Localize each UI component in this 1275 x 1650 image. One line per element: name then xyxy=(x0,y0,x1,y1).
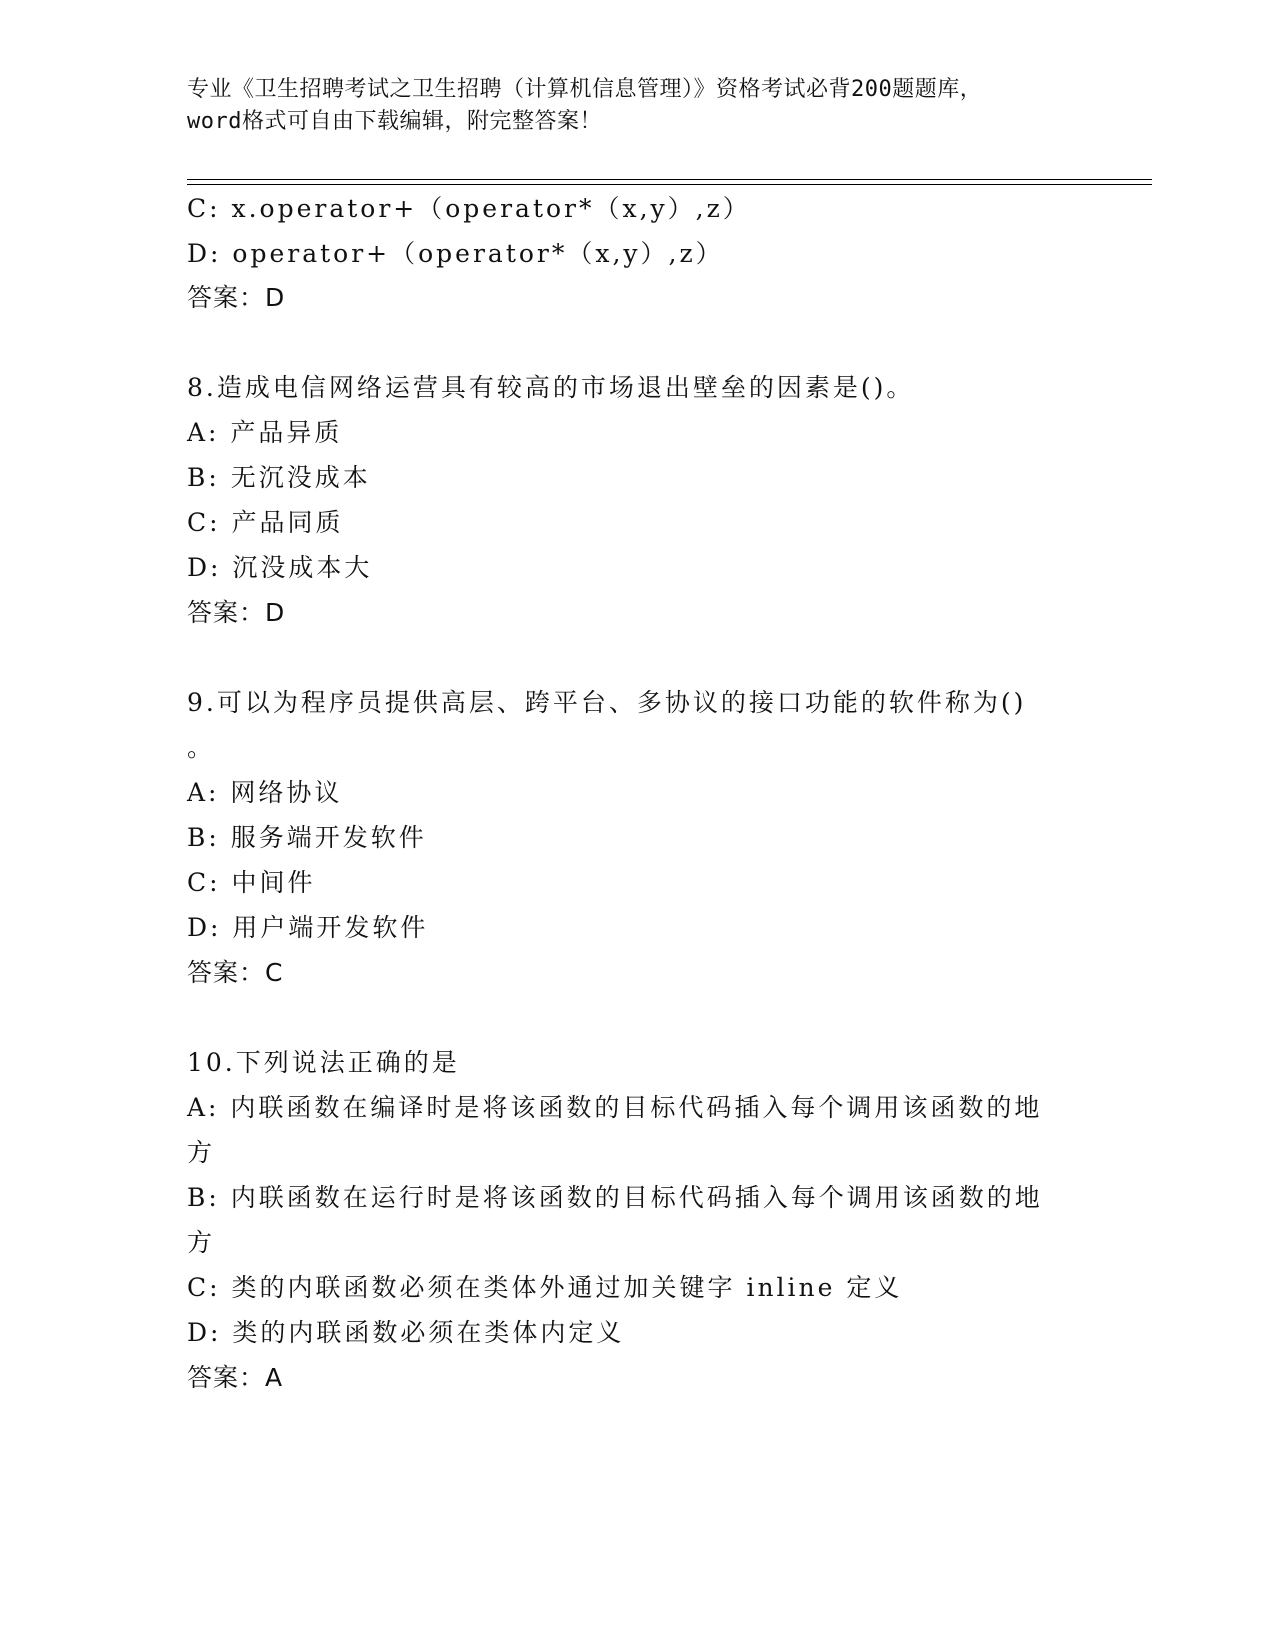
q9-option-d: D: 用户端开发软件 xyxy=(187,913,429,942)
q7-option-d: D: operator+（operator*（x,y）,z） xyxy=(187,239,724,268)
q10-option-a-line-2: 方 xyxy=(187,1138,216,1167)
header-divider-bottom xyxy=(187,184,1152,185)
q10-option-b-line-1: B: 内联函数在运行时是将该函数的目标代码插入每个调用该函数的地 xyxy=(187,1183,1043,1212)
q8-option-a: A: 产品异质 xyxy=(187,418,343,447)
q9-option-b: B: 服务端开发软件 xyxy=(187,823,427,852)
q7-option-c: C: x.operator+（operator*（x,y）,z） xyxy=(187,194,751,223)
q7-answer: 答案：D xyxy=(187,283,286,312)
header-divider-top xyxy=(187,179,1152,180)
q10-option-c: C: 类的内联函数必须在类体外通过加关键字 inline 定义 xyxy=(187,1273,903,1302)
q8-option-c: C: 产品同质 xyxy=(187,508,344,537)
q10-answer: 答案：A xyxy=(187,1363,284,1392)
q10-question: 10.下列说法正确的是 xyxy=(187,1048,460,1077)
header-line-1: 专业《卫生招聘考试之卫生招聘（计算机信息管理）》资格考试必背200题题库， xyxy=(187,77,983,102)
q10-option-a-line-1: A: 内联函数在编译时是将该函数的目标代码插入每个调用该函数的地 xyxy=(187,1093,1043,1122)
header-line-2: word格式可自由下载编辑，附完整答案！ xyxy=(187,109,602,134)
q8-option-b: B: 无沉没成本 xyxy=(187,463,371,492)
q10-option-b-line-2: 方 xyxy=(187,1228,216,1257)
q8-option-d: D: 沉没成本大 xyxy=(187,553,373,582)
q9-question-line-1: 9.可以为程序员提供高层、跨平台、多协议的接口功能的软件称为() xyxy=(187,688,1027,717)
document-header xyxy=(187,74,1087,138)
q8-answer: 答案：D xyxy=(187,598,286,627)
q10-option-d: D: 类的内联函数必须在类体内定义 xyxy=(187,1318,625,1347)
q8-question: 8.造成电信网络运营具有较高的市场退出壁垒的因素是()。 xyxy=(187,373,915,402)
q9-question-line-2: 。 xyxy=(187,733,216,762)
q9-answer: 答案：C xyxy=(187,958,284,987)
q9-option-c: C: 中间件 xyxy=(187,868,316,897)
q9-option-a: A: 网络协议 xyxy=(187,778,343,807)
